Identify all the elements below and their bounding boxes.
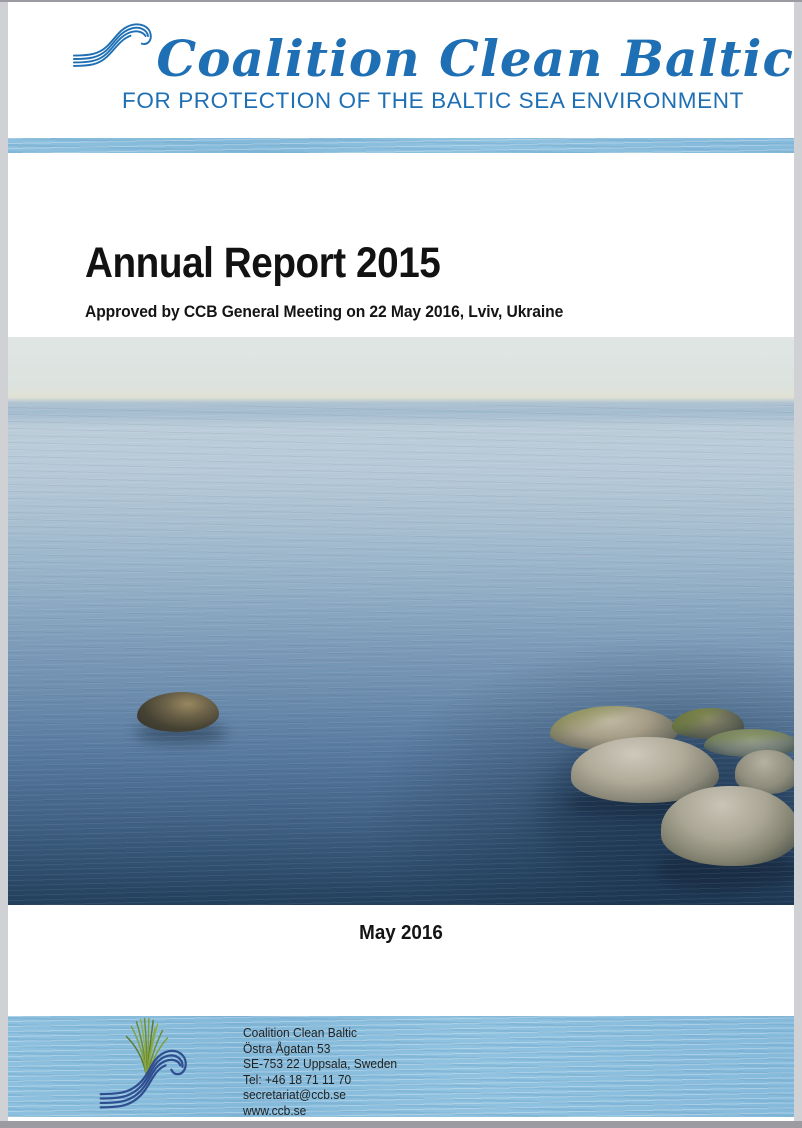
wave-icon xyxy=(78,1044,228,1114)
report-title: Annual Report 2015 xyxy=(85,239,441,287)
report-footer xyxy=(8,1016,794,1117)
phone: Tel: +46 18 71 11 70 xyxy=(243,1072,352,1087)
contact-block xyxy=(243,1026,404,1120)
report-subtitle: Approved by CCB General Meeting on 22 May 2016, Lviv, Ukraine xyxy=(85,302,564,322)
stone xyxy=(661,786,794,866)
logo-wordmark: Coalition Clean Baltic xyxy=(156,29,794,88)
wave-logo-icon xyxy=(72,10,166,86)
logo-tagline: FOR PROTECTION OF THE BALTIC SEA ENVIRONMENT xyxy=(122,88,744,113)
ccb-footer-logo xyxy=(78,1018,233,1115)
report-header xyxy=(8,2,794,139)
email: secretariat@ccb.se xyxy=(243,1088,346,1103)
publication-date: May 2016 xyxy=(359,922,443,944)
header-inner xyxy=(8,2,794,114)
address-street: Östra Ågatan 53 xyxy=(243,1041,331,1056)
title-block xyxy=(85,241,605,322)
water-texture-band xyxy=(8,138,794,153)
report-cover-page xyxy=(8,2,794,1121)
website: www.ccb.se xyxy=(243,1103,307,1118)
cover-photo-baltic-sea xyxy=(8,337,794,905)
org-name: Coalition Clean Baltic xyxy=(243,1026,358,1040)
stone xyxy=(137,692,219,732)
ccb-logo xyxy=(72,2,794,88)
address-city: SE-753 22 Uppsala, Sweden xyxy=(243,1057,398,1072)
